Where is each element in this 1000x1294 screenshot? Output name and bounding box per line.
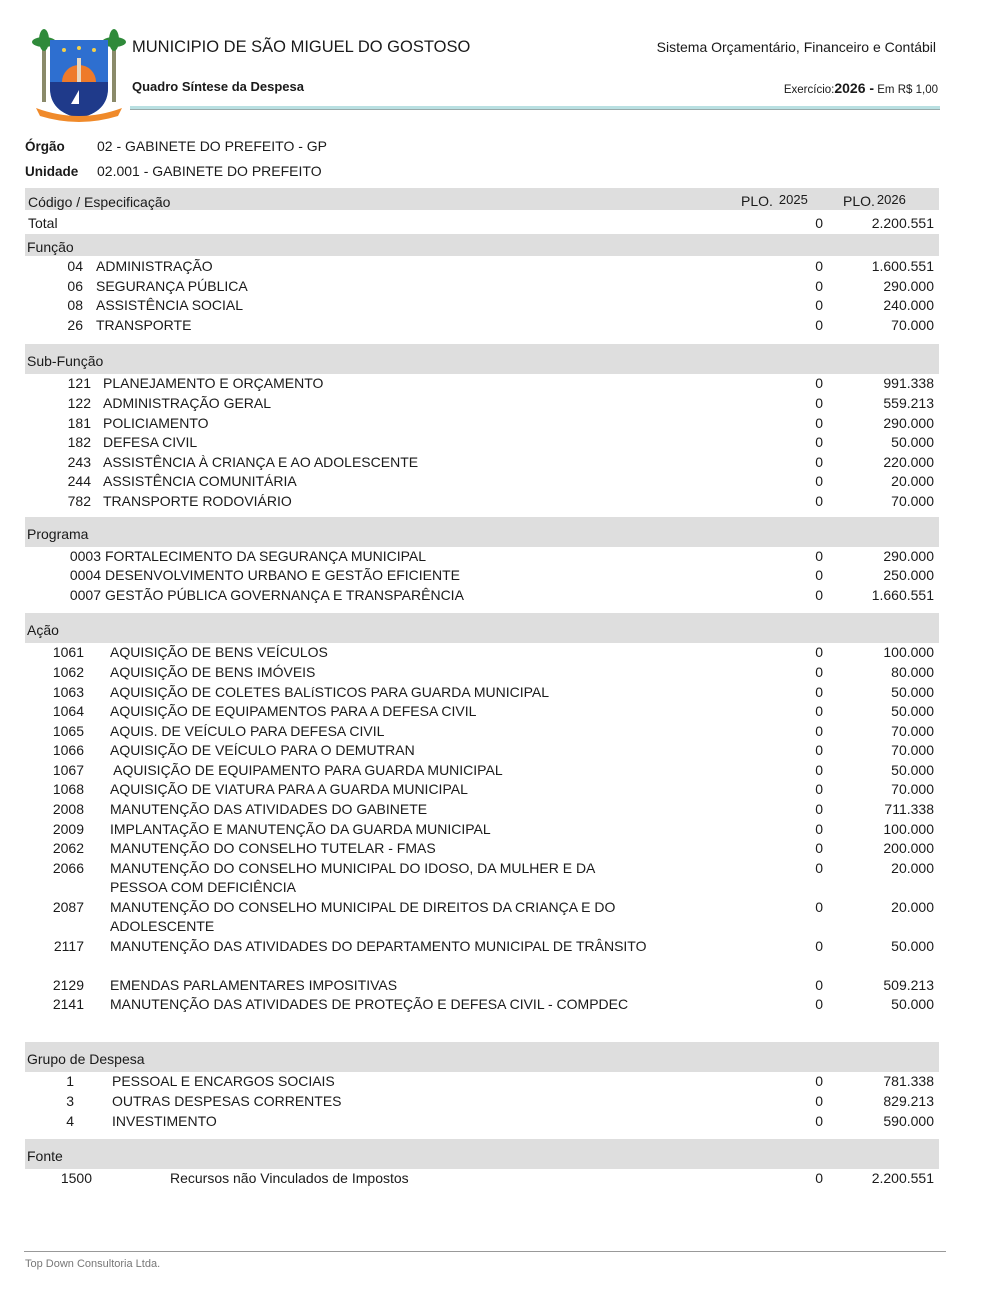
table-row: 1062 AQUISIÇÃO DE BENS IMÓVEIS 0 80.000 — [52, 663, 934, 680]
exercise-year: 2026 - — [834, 80, 875, 96]
table-row: 1064 AQUISIÇÃO DE EQUIPAMENTOS PARA A DEFESA CIVIL 0 50.000 — [52, 703, 934, 720]
orgao-value: 02 - GABINETE DO PREFEITO - GP — [97, 138, 328, 154]
col-spec: Código / Especificação — [28, 194, 171, 210]
subfuncao-list — [25, 374, 939, 511]
table-row: 121 PLANEJAMENTO E ORÇAMENTO 0 991.338 — [67, 375, 934, 392]
table-row: 122 ADMINISTRAÇÃO GERAL 0 559.213 — [67, 394, 934, 411]
table-row: 04 ADMINISTRAÇÃO 0 1.600.551 — [67, 258, 934, 274]
currency-unit: Em R$ 1,00 — [877, 84, 938, 96]
system-name: Sistema Orçamentário, Financeiro e Contábil — [656, 39, 936, 55]
table-row: 4 INVESTIMENTO 0 590.000 — [66, 1112, 934, 1129]
unidade-row — [25, 163, 322, 179]
footer-company: Top Down Consultoria Ltda. — [25, 1258, 161, 1270]
table-row: 0003 FORTALECIMENTO DA SEGURANÇA MUNICIPAL 0 290.000 — [69, 547, 934, 564]
section-subfuncao: Sub-Função — [25, 344, 939, 374]
table-row: 1066 AQUISIÇÃO DE VEÍCULO PARA O DEMUTRAN 0 70.000 — [52, 742, 934, 759]
fonte-list — [25, 1169, 939, 1189]
table-row: 2008 MANUTENÇÃO DAS ATIVIDADES DO GABINETE 0 711.338 — [52, 801, 934, 818]
table-row: 0004 DESENVOLVIMENTO URBANO E GESTÃO EFICIENTE 0 250.000 — [69, 567, 934, 584]
table-row: 1500 Recursos não Vinculados de Impostos 0 2.200.551 — [60, 1170, 934, 1187]
table-row: 1061 AQUISIÇÃO DE BENS VEÍCULOS 0 100.000 — [52, 644, 934, 661]
footer-divider — [24, 1251, 946, 1252]
total-row — [25, 210, 939, 232]
table-row: 3 OUTRAS DESPESAS CORRENTES 0 829.213 — [66, 1093, 934, 1110]
table-row: 2117 MANUTENÇÃO DAS ATIVIDADES DO DEPARTAMENTO MUNICIPAL DE TRÂNSITO 0 50.000 — [53, 937, 934, 954]
section-acao: Ação — [25, 613, 939, 643]
exercise-label: Exercício: — [783, 84, 835, 96]
table-row: 2141 MANUTENÇÃO DAS ATIVIDADES DE PROTEÇÃO E DEFESA CIVIL - COMPDEC 0 50.000 — [52, 996, 934, 1013]
unidade-label: Unidade — [25, 164, 79, 179]
table-row: 06 SEGURANÇA PÚBLICA 0 290.000 — [67, 277, 934, 294]
section-grupo-despesa: Grupo de Despesa — [25, 1042, 939, 1072]
section-fonte: Fonte — [25, 1139, 939, 1169]
orgao-label: Órgão — [25, 139, 65, 154]
total-label: Total — [28, 215, 58, 231]
expense-summary-table — [25, 188, 939, 1189]
table-row: 2087 MANUTENÇÃO DO CONSELHO MUNICIPAL DE DIREITOS DA CRIANÇA E DO ADOLESCENTE 0 20.000 — [52, 898, 934, 935]
table-row: 2129 EMENDAS PARLAMENTARES IMPOSITIVAS 0 509.213 — [52, 976, 934, 993]
table-row: 1063 AQUISIÇÃO DE COLETES BALíSTICOS PARA GUARDA MUNICIPAL 0 50.000 — [52, 683, 934, 700]
total-2026: 2.200.551 — [871, 215, 934, 231]
table-row: 2062 MANUTENÇÃO DO CONSELHO TUTELAR - FMAS 0 200.000 — [52, 840, 934, 857]
table-row: 243 ASSISTÊNCIA À CRIANÇA E AO ADOLESCENTE 0 220.000 — [67, 453, 934, 470]
table-row: 0007 GESTÃO PÚBLICA GOVERNANÇA E TRANSPARÊNCIA 0 1.660.551 — [69, 586, 934, 603]
section-programa: Programa — [25, 517, 939, 547]
funcao-list — [25, 256, 939, 335]
table-row: 2066 MANUTENÇÃO DO CONSELHO MUNICIPAL DO IDOSO, DA MULHER E DA PESSOA COM DEFICIÊNCIA 0 20.000 — [52, 859, 934, 896]
table-row: 2009 IMPLANTAÇÃO E MANUTENÇÃO DA GUARDA MUNICIPAL 0 100.000 — [52, 820, 934, 837]
table-row: 1067 AQUISIÇÃO DE EQUIPAMENTO PARA GUARDA MUNICIPAL 0 50.000 — [52, 761, 934, 778]
orgao-row — [25, 138, 327, 154]
table-row: 1068 AQUISIÇÃO DE VIATURA PARA A GUARDA MUNICIPAL 0 70.000 — [52, 781, 934, 798]
municipal-coat-of-arms-icon — [28, 28, 130, 124]
programa-list — [25, 547, 939, 606]
table-row: 244 ASSISTÊNCIA COMUNITÁRIA 0 20.000 — [67, 473, 934, 490]
table-row: 1 PESSOAL E ENCARGOS SOCIAIS 0 781.338 — [66, 1073, 934, 1090]
table-row: 182 DEFESA CIVIL 0 50.000 — [67, 434, 934, 451]
table-row: 1065 AQUIS. DE VEÍCULO PARA DEFESA CIVIL 0 70.000 — [52, 722, 934, 739]
unidade-value: 02.001 - GABINETE DO PREFEITO — [97, 163, 322, 179]
grupo-list — [25, 1072, 939, 1131]
column-header-row — [25, 188, 939, 210]
section-funcao: Função — [25, 234, 939, 256]
col-plo-2025: PLO. 2025 — [741, 192, 808, 209]
exercise-info — [784, 80, 938, 96]
table-row: 782 TRANSPORTE RODOVIÁRIO 0 70.000 — [67, 492, 934, 509]
acao-list — [25, 643, 939, 1034]
table-row: 181 POLICIAMENTO 0 290.000 — [67, 414, 934, 431]
total-2025: 0 — [815, 215, 823, 231]
header-divider — [130, 106, 940, 110]
municipality-name: MUNICIPIO DE SÃO MIGUEL DO GOSTOSO — [132, 38, 471, 56]
report-title: Quadro Síntese da Despesa — [132, 79, 304, 94]
table-row: 08 ASSISTÊNCIA SOCIAL 0 240.000 — [67, 297, 934, 314]
col-plo-2026: PLO. 2026 — [843, 192, 906, 209]
table-row: 26 TRANSPORTE 0 70.000 — [67, 316, 934, 333]
